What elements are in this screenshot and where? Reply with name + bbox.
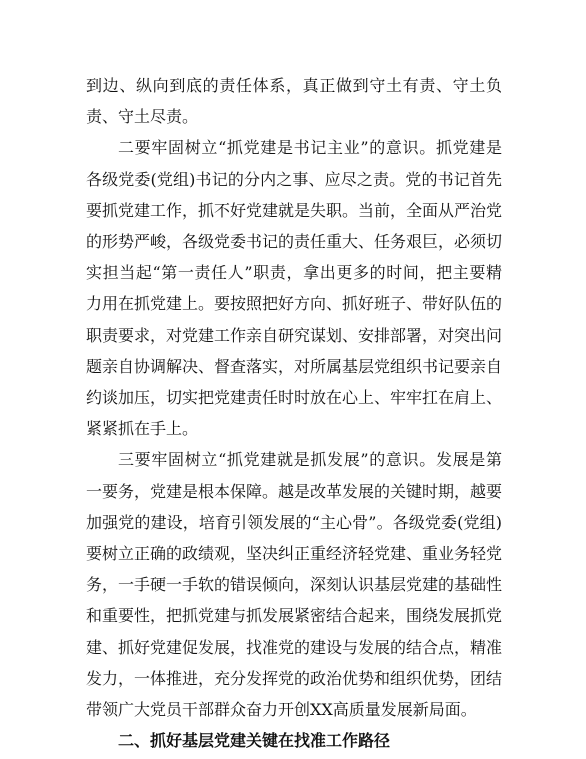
paragraph-third-requirement: 三要牢固树立“抓党建就是抓发展”的意识。发展是第一要务，党建是根本保障。越是改革发展的关键时期，越要加强党的建设，培育引领发展的“主心骨”。各级党委(党组)要树立正确的政绩观，坚决纠正重经济轻党建、重业务轻党务，一手硬一手软的错误倾向，深刻认识基层党建的基础性和重要性，把抓党建与抓发展紧密结合起来，围绕发展抓党建、抓好党建促发展，找准党的建设与发展的结合点，精准发力，一体推进，充分发挥党的政治优势和组织优势，团结带领广大党员干部群众奋力开创XX高质量发展新局面。 (86, 450, 503, 720)
paragraph-second-requirement: 二要牢固树立“抓党建是书记主业”的意识。抓党建是各级党委(党组)书记的分内之事、应尽之责。党的书记首先要抓党建工作，抓不好党建就是失职。当前，全面从严治党的形势严峻，各级党委书记的责任重大、任务艰巨，必须切实担当起“第一责任人”职责，拿出更多的时间，把主要精力用在抓党建上。要按照把好方向、抓好班子、带好队伍的职责要求，对党建工作亲自研究谋划、安排部署，对突出问题亲自协调解决、督查落实，对所属基层党组织书记要亲自约谈加压，切实把党建责任时时放在心上、牢牢扛在肩上、紧紧抓在手上。 (86, 138, 503, 439)
section-heading: 二、抓好基层党建关键在找准工作路径 (118, 731, 391, 751)
paragraph-continuation: 到边、纵向到底的责任体系，真正做到守土有责、守土负责、守土尽责。 (86, 76, 502, 127)
document-body (86, 70, 502, 756)
